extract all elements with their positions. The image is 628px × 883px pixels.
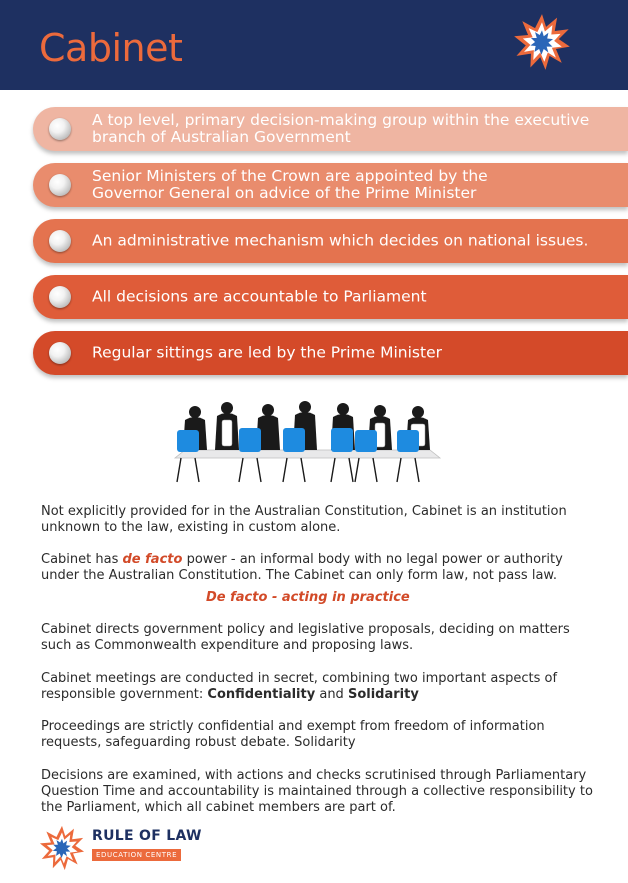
header-banner	[0, 0, 628, 90]
key-point-line: A top level, primary decision-making group within the executive	[92, 111, 590, 129]
brand-subtitle: EDUCATION CENTRE	[92, 849, 181, 861]
key-point	[33, 275, 628, 319]
paragraph	[41, 671, 601, 703]
page-title: Cabinet	[39, 26, 183, 70]
key-point	[33, 163, 628, 207]
star-burst-icon	[513, 13, 571, 71]
bold-text: Confidentiality	[207, 687, 316, 702]
text-span: Cabinet meetings are conducted in secret, combining two important aspects of responsible government:	[41, 671, 558, 702]
key-point	[33, 331, 628, 375]
bullet-dot-icon	[49, 286, 71, 308]
key-point-line: Senior Ministers of the Crown are appointed by the	[92, 167, 488, 185]
paragraph: Decisions are examined, with actions and checks scrutinised through Parliamentary Question Time and accountability is maintained through a collective responsibility to the Parliament, which all cabinet members are part of.	[41, 768, 593, 815]
paragraph: Not explicitly provided for in the Australian Constitution, Cabinet is an institution unknown to the law, existing in custom alone.	[41, 504, 567, 535]
key-point-line: Governor General on advice of the Prime Minister	[92, 184, 477, 202]
key-point	[33, 107, 628, 151]
paragraph: Cabinet directs government policy and legislative proposals, deciding on matters such as Commonwealth expenditure and proposing laws.	[41, 622, 570, 653]
brand-name: RULE OF LAW	[92, 828, 202, 844]
key-point-line: An administrative mechanism which decides on national issues.	[92, 231, 589, 250]
bullet-dot-icon	[49, 118, 71, 140]
bullet-dot-icon	[49, 342, 71, 364]
key-point	[33, 219, 628, 263]
key-point-line: branch of Australian Government	[92, 128, 351, 146]
meeting-table-icon	[165, 398, 450, 484]
brand-logo	[92, 828, 202, 862]
paragraph: Proceedings are strictly confidential and exempt from freedom of information requests, safeguarding robust debate. Solidarity	[41, 719, 545, 750]
key-points-list	[33, 107, 628, 387]
bullet-dot-icon	[49, 230, 71, 252]
text-span: Cabinet has	[41, 552, 123, 567]
emphasis-text: de facto	[122, 552, 183, 567]
paragraph	[41, 552, 601, 584]
definition-note: De facto - acting in practice	[206, 590, 410, 605]
star-burst-icon	[39, 825, 85, 871]
text-span: power - an informal body with no legal power or authority under the Australian Constitution. The Cabinet can only form law, not pass law.	[41, 552, 563, 583]
key-point-line: All decisions are accountable to Parliament	[92, 287, 427, 306]
bullet-dot-icon	[49, 174, 71, 196]
text-span: and	[315, 687, 348, 702]
bold-text: Solidarity	[347, 687, 419, 702]
key-point-line: Regular sittings are led by the Prime Minister	[92, 343, 442, 362]
